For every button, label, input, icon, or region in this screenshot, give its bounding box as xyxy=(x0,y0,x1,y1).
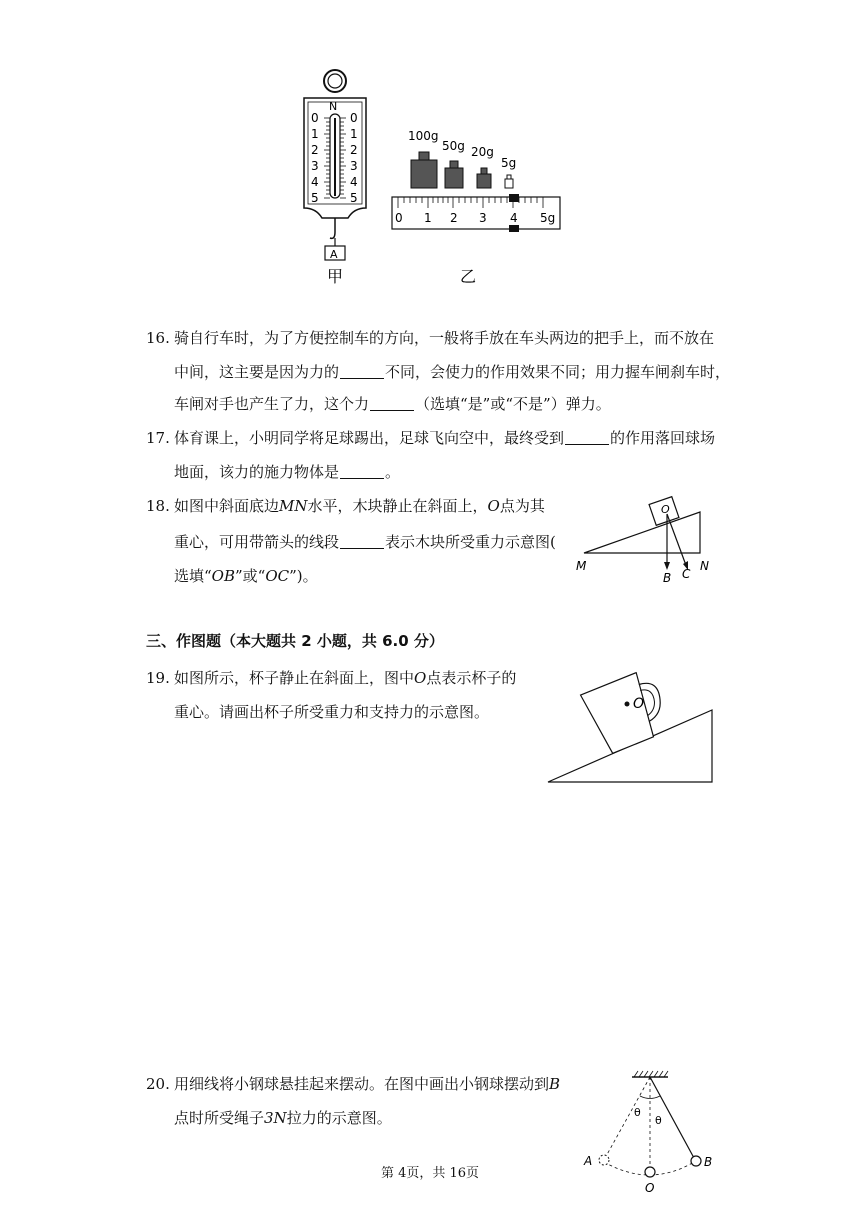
question-16-line-3: 车闸对手也产生了力，这个力 （选填“是”或“不是”）弹力。 xyxy=(174,395,611,413)
section-heading: 三、作图题（本大题共 2 小题，共 6.0 分） xyxy=(146,632,444,650)
question-20-line-2: 点时所受绳子3N拉力的示意图。 xyxy=(174,1109,392,1127)
svg-text:C: C xyxy=(682,567,691,581)
scale-left-tick: 2 xyxy=(311,143,319,157)
scale-right-tick: 5 xyxy=(350,191,358,205)
spring-scale-unit-label: N xyxy=(329,100,338,113)
svg-text:θ: θ xyxy=(634,1106,641,1119)
question-number: 20. xyxy=(146,1075,170,1093)
spring-scale-ring xyxy=(324,70,346,92)
answer-blank[interactable] xyxy=(340,364,384,379)
figure-incline-block xyxy=(570,490,720,585)
page-footer: 第 4页，共 16页 xyxy=(380,1166,480,1181)
figure-spring-scale-and-weights xyxy=(290,68,580,288)
scale-left-tick: 1 xyxy=(311,127,319,141)
scale-right-tick: 0 xyxy=(350,111,358,125)
ruler-tick: 1 xyxy=(424,211,432,225)
figure-cup-on-incline xyxy=(540,660,720,790)
weight-label: 50g xyxy=(442,139,465,153)
scale-right-tick: 1 xyxy=(350,127,358,141)
weight-label: 100g xyxy=(408,129,439,143)
ruler-tick: 2 xyxy=(450,211,458,225)
label-yi: 乙 xyxy=(460,267,477,286)
svg-text:B: B xyxy=(704,1155,713,1169)
svg-text:N: N xyxy=(700,559,709,573)
ruler-tick: 0 xyxy=(395,211,403,225)
question-18-line-3: 选填“OB”或“OC”)。 xyxy=(174,567,318,585)
svg-text:B: B xyxy=(663,571,672,585)
weight-label: 5g xyxy=(501,156,517,170)
question-18-line-2: 重心，可用带箭头的线段 表示木块所受重力示意图( xyxy=(174,533,556,551)
answer-blank[interactable] xyxy=(340,464,384,479)
svg-text:O: O xyxy=(633,696,645,712)
ruler-tick: 5g xyxy=(540,211,556,225)
question-number: 19. xyxy=(146,669,170,687)
incline xyxy=(584,512,700,553)
svg-text:M: M xyxy=(576,559,587,573)
question-16: 16. 骑自行车时，为了方便控制车的方向，一般将手放在车头两边的把手上，而不放在 xyxy=(146,322,714,354)
answer-blank[interactable] xyxy=(340,534,384,549)
ruler-tick: 4 xyxy=(510,211,518,225)
scale-right-tick: 4 xyxy=(350,175,358,189)
ruler xyxy=(392,197,560,229)
answer-blank[interactable] xyxy=(370,396,414,411)
scale-left-tick: 4 xyxy=(311,175,319,189)
question-18: 18. 如图中斜面底边MN水平，木块静止在斜面上，O点为其 xyxy=(146,490,545,522)
question-17: 17. 体育课上，小明同学将足球踢出，足球飞向空中，最终受到 的作用落回球场 xyxy=(146,422,715,454)
question-number: 16. xyxy=(146,329,170,347)
question-20: 20. 用细线将小钢球悬挂起来摆动。在图中画出小钢球摆动到B xyxy=(146,1068,560,1100)
ruler-tick: 3 xyxy=(479,211,487,225)
scale-left-tick: 0 xyxy=(311,111,319,125)
question-17-line-2: 地面，该力的施力物体是 。 xyxy=(174,463,401,481)
ruler-slider xyxy=(509,194,519,202)
svg-text:θ: θ xyxy=(655,1114,662,1127)
scale-left-tick: 3 xyxy=(311,159,319,173)
question-19-line-2: 重心。请画出杯子所受重力和支持力的示意图。 xyxy=(174,703,490,721)
svg-text:O: O xyxy=(661,503,670,516)
svg-text:A: A xyxy=(330,248,338,261)
question-19: 19. 如图所示，杯子静止在斜面上，图中O点表示杯子的 xyxy=(146,662,516,694)
center-of-gravity-dot xyxy=(625,702,630,707)
label-jia: 甲 xyxy=(327,267,344,286)
question-number: 18. xyxy=(146,497,170,515)
scale-right-tick: 2 xyxy=(350,143,358,157)
answer-blank[interactable] xyxy=(565,430,609,445)
scale-left-tick: 5 xyxy=(311,191,319,205)
svg-text:A: A xyxy=(584,1154,593,1168)
svg-text:O: O xyxy=(645,1181,655,1195)
scale-right-tick: 3 xyxy=(350,159,358,173)
weight-label: 20g xyxy=(471,145,494,159)
question-16-line-2: 中间，这主要是因为力的 不同，会使力的作用效果不同；用力握车闸刹车时， xyxy=(174,363,731,381)
question-number: 17. xyxy=(146,429,170,447)
cup xyxy=(581,668,674,757)
arrow-oc xyxy=(667,514,687,568)
